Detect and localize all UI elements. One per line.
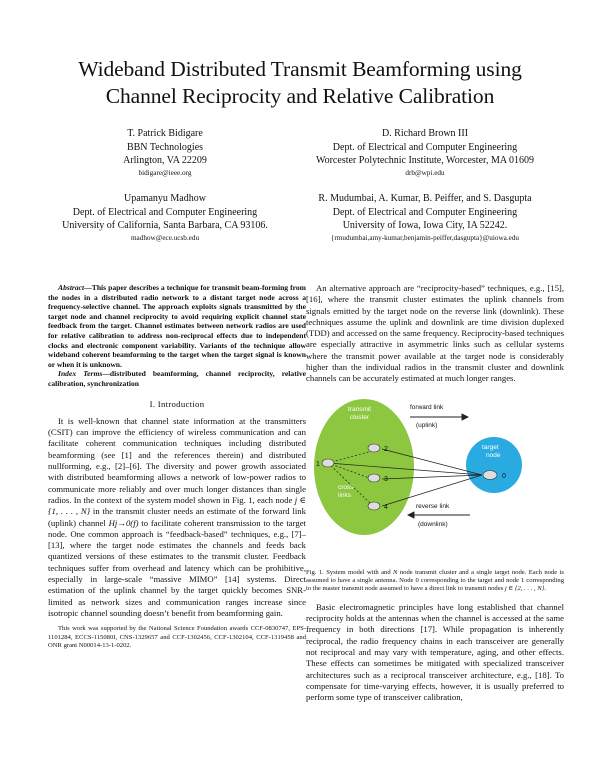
author-address: University of California, Santa Barbara, CA 93106.	[62, 220, 268, 231]
right-paragraph-2: Basic electromagnetic principles have long established that channel reciprocity holds at the antennas when the channel is accessed at the same frequency in both directions [17]. While propagation is inherently reciprocal, the radio frequency chains in each transceiver are generally not reciprocal and may vary with temperature, aging, and other effects. These effects can sometimes be mitigated with specialized transceiver architectures such as a reciprocal transceiver architecture, e.g., [18]. To compensate for time-varying effects, however, it is usually preferred to perform some type of transceiver calibration,	[306, 601, 564, 703]
system-model-diagram	[306, 391, 564, 567]
node-label-1: 1	[316, 460, 320, 468]
author-affiliation: BBN Technologies	[126, 141, 204, 153]
reverse-label-2: (downlink)	[418, 520, 448, 528]
title-line-2: Channel Reciprocity and Relative Calibration	[105, 84, 495, 108]
author-address: Arlington, VA 22209	[123, 155, 207, 166]
figure-caption	[306, 569, 564, 594]
author-name: Upamanyu Madhow	[124, 193, 206, 204]
author-block-3	[40, 192, 290, 244]
footnote: This work was supported by the National Science Foundation awards CCF-0830747, EPS-1101284, ECCS-115080I, CNS-1329657 and CCF-1302456, CCF-1302104, CCF-1319458 and ONR grant N00014-13-1-0202.	[48, 625, 306, 650]
figure-1	[306, 391, 564, 567]
intro-text-a: It is well-known that channel state information at the transmitters (CSIT) can improve the efficiency of wireless communication and can facilitate coherent communication techniques including distributed beamforming (see [1] and the references therein) and distributed nullforming, e.g., [2]–[6]. The diversity and power growth associated with distributed beamforming allows a network of low-power radios to communicate more reliably and over much longer distances than single radios. In the context of the system model shown in Fig. 1, each node	[48, 415, 306, 505]
caption-text-b: node transmit cluster and a single target node. Each node is assumed to have a single antenna. Node 0 corresponding to the target and node 1 corresponding to the master transmit node assumed to have a direct link to transmit nodes	[306, 568, 564, 593]
reverse-label-1: reverse link	[416, 502, 450, 510]
node-label-3: 3	[384, 475, 388, 483]
node-label-0: 0	[502, 472, 506, 480]
intro-math-2: Hj→0(f)	[108, 517, 139, 528]
caption-math-n: N	[393, 568, 398, 576]
author-email: drb@wpi.edu	[405, 168, 445, 177]
cluster-label-2: cluster	[350, 413, 370, 421]
intro-math-1: j ∈ {1, . . . , N}	[48, 494, 306, 517]
index-terms-label: Index Terms	[58, 369, 103, 379]
abstract-label: Abstract	[58, 283, 85, 292]
caption-text-c: .	[544, 585, 546, 593]
right-paragraph-1: An alternative approach are “reciprocity-based” techniques, e.g., [15], [16], where the transmit cluster estimates the uplink channels from signals emitted by the target node on the reverse link (downlink). These techniques assume the uplink and downlink are time division duplexed (TDD) and accessed on the same frequency. Reciprocity-based techniques are especially attractive in asymmetric links such as cellular systems where the transmit power available at the target node is considerably higher than the individual radios in the transmit cluster and downlink channels can be accurately estimated at much longer ranges.	[306, 283, 564, 384]
title-line-1: Wideband Distributed Transmit Beamforming using	[78, 57, 522, 81]
index-terms-text: —distributed beamforming, channel reciprocity, relative calibration, synchronization	[48, 369, 307, 388]
author-name: T. Patrick Bidigare	[127, 128, 203, 139]
author-affiliation: Dept. of Electrical and Computer Engineering	[332, 206, 518, 218]
author-affiliation: Dept. of Electrical and Computer Engineering	[72, 206, 258, 218]
author-email: bidigare@ieee.org	[138, 168, 192, 177]
reverse-arrowhead	[408, 512, 414, 518]
caption-text-a: Fig. 1. System model with and	[306, 568, 394, 576]
node-label-4: 4	[384, 503, 388, 511]
intro-paragraph	[48, 416, 306, 619]
cross-label-1: cross	[338, 483, 354, 491]
abstract	[48, 283, 306, 369]
forward-label-1: forward link	[410, 403, 444, 411]
intro-text-b: in the transmit cluster needs an estimate of the forward link (uplink) channel	[48, 506, 306, 528]
author-address: Worcester Polytechnic Institute, Worcester, MA 01609	[315, 155, 535, 166]
target-label-1: target	[482, 443, 499, 451]
author-block-1	[40, 127, 290, 179]
cross-label-2: links	[338, 491, 352, 499]
abstract-text: —This paper describes a technique for transmit beam-forming from the nodes in a distributed radio network to a distant target node across a frequency-selective channel. The approach exploits signals transmitted by the target node and channel reciprocity to avoid requiring explicit channel state feedback from the target. Channel estimates between network radios are used for relative calibration to address non-reciprocal effects due to independent clocks and electronic component variability. Variants of the technique allow wideband coherent beamforming to the target when the target signal is known or when it is unknown.	[48, 283, 306, 369]
target-label-2: node	[486, 451, 501, 459]
left-column	[48, 283, 306, 651]
paper-title	[0, 56, 600, 110]
author-name: D. Richard Brown III	[381, 128, 469, 139]
right-column	[306, 283, 564, 704]
section-heading: I. Introduction	[149, 398, 205, 409]
index-terms	[48, 369, 306, 388]
author-block-2	[290, 127, 560, 179]
forward-label-2: (uplink)	[416, 421, 438, 429]
caption-math: j ∈ {2, . . . , N}	[504, 585, 545, 593]
author-address: University of Iowa, Iowa City, IA 52242.	[342, 220, 508, 231]
cluster-label-1: transmit	[348, 405, 372, 413]
author-email: madhow@ece.ucsb.edu	[130, 233, 200, 242]
node-label-2: 2	[384, 445, 388, 453]
node-1-icon	[316, 459, 334, 468]
intro-text-c: to facilitate coherent transmission to the target node. One common approach is “feedback-based” techniques, e.g., [7]–[13], where the target node estimates the channels and feeds back quantized versions of these estimates to the transmit cluster. Feedback techniques suffer from overhead and latency which can be prohibitive, especially in large-scale “massive MIMO” [14] systems. Direct estimation of the uplink channel by the target quickly becomes SNR-limited as network sizes and communication ranges increase since isotropic channel sounding doesn’t benefit from beamforming gain.	[48, 517, 306, 618]
author-block-4	[290, 192, 560, 244]
forward-arrowhead	[462, 414, 468, 420]
author-email: {rmudumbai,amy-kumar,benjamin-peiffer,dasgupta}@uiowa.edu	[330, 233, 520, 242]
author-affiliation: Dept. of Electrical and Computer Engineering	[332, 141, 518, 153]
author-name: R. Mudumbai, A. Kumar, B. Peiffer, and S. Dasgupta	[318, 193, 532, 204]
